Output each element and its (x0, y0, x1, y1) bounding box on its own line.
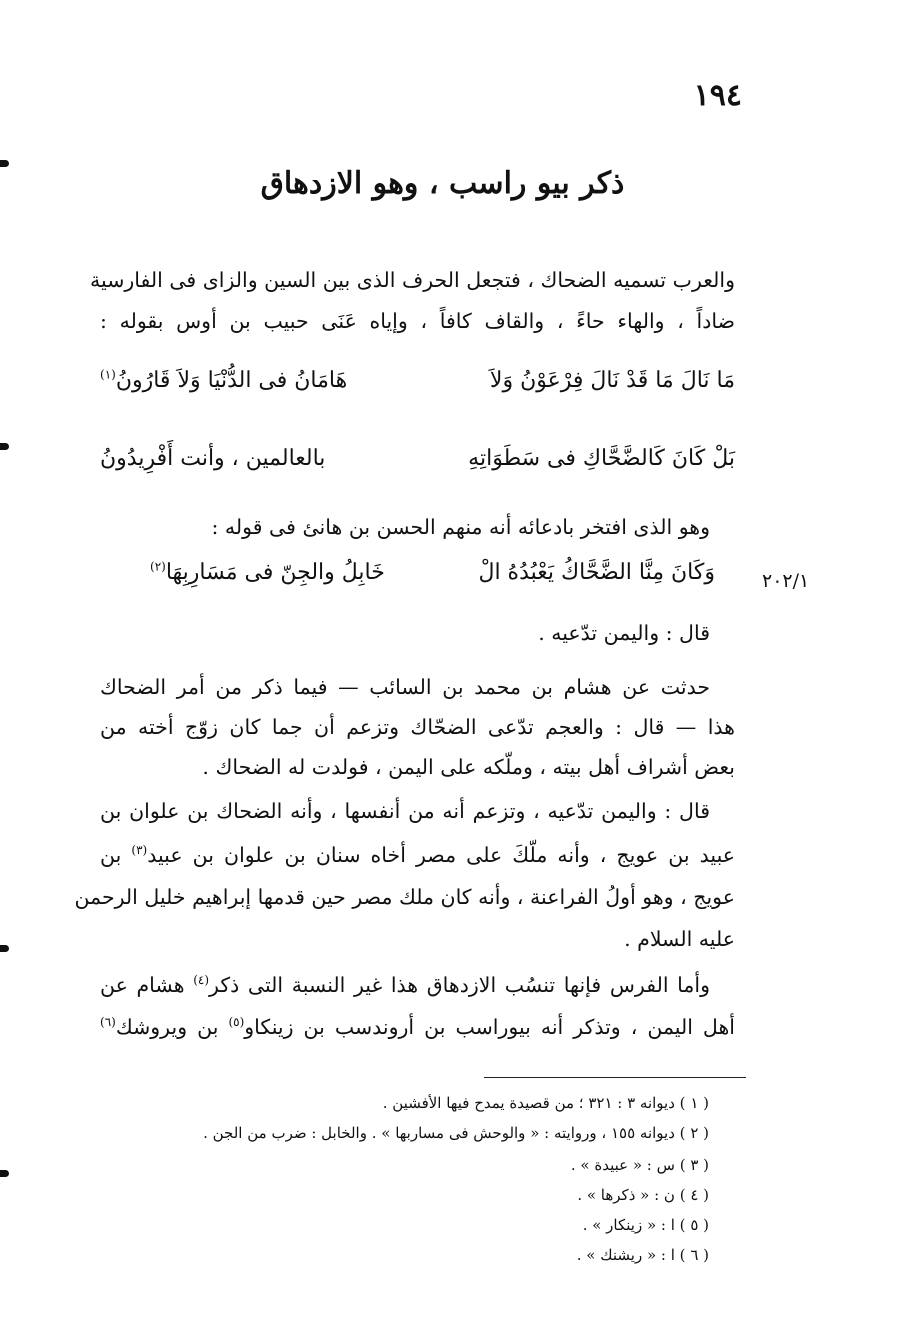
chapter-title: ذكر بيو راسب ، وهو الازدهاق (260, 166, 625, 201)
scan-edge-mark (0, 160, 9, 167)
scan-edge-mark (0, 1170, 9, 1177)
footnote: ( ٣ ) س : « عبيدة » . (570, 1156, 709, 1174)
paragraph-line: وهو الذى افتخر بادعائه أنه منهم الحسن بن هانئ فى قوله : (211, 515, 710, 539)
paragraph-line: والعرب تسميه الضحاك ، فتجعل الحرف الذى بين السين والزاى فى الفارسية (90, 268, 735, 292)
footnote-marker: (٦) (100, 1015, 116, 1030)
verse-hemistich (100, 368, 347, 393)
verse-hemistich: بالعالمين ، وأنت أَفْرِيدُونُ (100, 446, 326, 471)
verse-line (100, 446, 735, 482)
footnote-marker: (٤) (193, 973, 210, 988)
footnote: ( ٥ ) ا : « زينكار » . (582, 1216, 709, 1234)
paragraph-line: ضاداً ، والهاء حاءً ، والقاف كافاً ، وإياه عَنَى حبيب بن أوس بقوله : (100, 309, 735, 333)
margin-reference: ٢٠٢/١ (762, 570, 810, 592)
paragraph-line: بعض أشراف أهل بيته ، وملّكه على اليمن ، فولدت له الضحاك . (202, 755, 735, 779)
footnote-marker: (٥) (228, 1015, 245, 1030)
footnote-marker: (٣) (131, 843, 148, 858)
verse-hemistich: بَلْ كَانَ كَالضَّحَّاكِ فى سَطَوَاتِهِ (468, 446, 735, 471)
paragraph-line: قال : واليمن تدّعيه ، وتزعم أنه من أنفسها ، وأنه الضحاك بن علوان بن (100, 799, 710, 823)
line-segment: بن (100, 843, 122, 867)
verse-hemistich-text: خَابِلُ والجِنّ فى مَسَارِبِهَا (165, 560, 385, 585)
verse-line (100, 368, 735, 404)
footnote-marker: (٢) (150, 559, 166, 574)
scan-edge-mark (0, 945, 9, 952)
paragraph-line (100, 840, 735, 870)
footnote: ( ٤ ) ن : « ذكرها » . (577, 1186, 709, 1204)
verse-hemistich: مَا نَالَ مَا قَدْ نَالَ فِرْعَوْنُ وَلاَ (489, 368, 735, 393)
line-segment: وأما الفرس فإنها تنسُب الازدهاق هذا غير النسبة التى ذكر (209, 973, 710, 997)
paragraph-line: عليه السلام . (624, 927, 735, 951)
paragraph-line: حدثت عن هشام بن محمد بن السائب — فيما ذكر من أمر الضحاك (100, 675, 710, 699)
paragraph-line (100, 970, 710, 1000)
verse-hemistich-text: هَامَانُ فى الدُّنْيَا وَلاَ قَارُونُ (115, 368, 348, 393)
paragraph-line (100, 1012, 735, 1042)
footnote-separator (484, 1077, 746, 1078)
verse-hemistich: وَكَانَ مِنَّا الضَّحَّاكُ يَعْبُدُهُ الْ (478, 560, 715, 585)
verse-hemistich (150, 560, 385, 585)
paragraph-line: عويج ، وهو أولُ الفراعنة ، وأنه كان ملك مصر حين قدمها إبراهيم خليل الرحمن (74, 885, 735, 909)
verse-line (150, 560, 715, 594)
footnote-marker: (١) (100, 367, 116, 382)
scan-edge-mark (0, 443, 9, 450)
paragraph-line: قال : واليمن تدّعيه . (538, 621, 710, 645)
line-segment: بن ويروشك (115, 1015, 219, 1039)
footnote: ( ٢ ) ديوانه ١٥٥ ، وروايته : « والوحش فى مساربها » . والخابل : ضرب من الجن . (203, 1124, 709, 1142)
footnote: ( ١ ) ديوانه ٣ : ٣٢١ ؛ من قصيدة يمدح فيها الأفشين . (382, 1094, 709, 1112)
line-segment: أهل اليمن ، وتذكر أنه بيوراسب بن أروندسب بن زينكاو (244, 1015, 735, 1039)
paragraph-line: هذا — قال : والعجم تدّعى الضحّاك وتزعم أن جما كان زوّج أخته من (100, 715, 735, 739)
line-segment: هشام عن (100, 973, 185, 997)
line-segment: عبيد بن عويج ، وأنه ملّكَ على مصر أخاه سنان بن علوان بن عبيد (147, 843, 735, 867)
footnote: ( ٦ ) ا : « ريشنك » . (576, 1246, 709, 1264)
page-number: ١٩٤ (693, 78, 742, 113)
